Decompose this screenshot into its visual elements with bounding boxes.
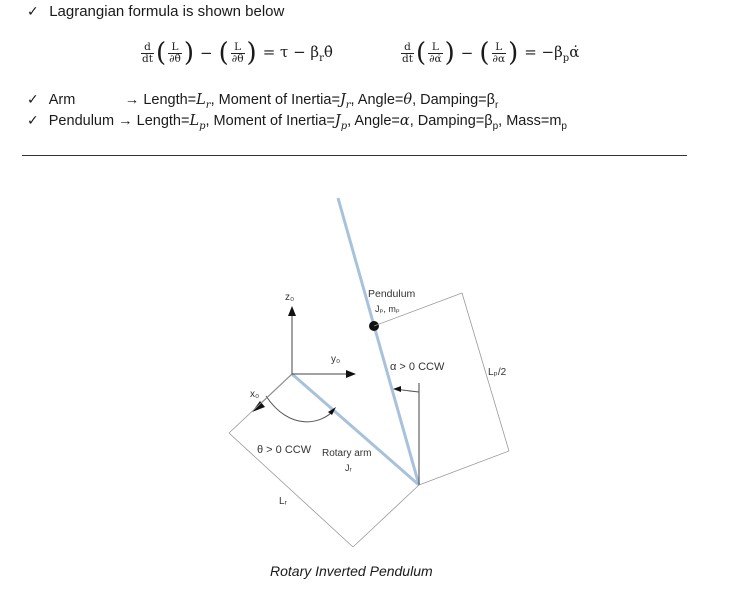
arm-label: Rotary arm [322,448,372,459]
x-axis-arrow-icon [252,401,265,412]
lr-label: Lᵣ [279,496,287,507]
eq1-ddt: $\frac{d}{dt}$ [142,40,153,65]
lp-dim-ext-bottom [419,451,509,485]
eq1-frac-a: $\frac{L}{\partial\thetȧ}$ [169,40,181,65]
equation-theta: $\frac{d}{dt}$ ( $\frac{L}{\partial\thetȧ}$ ) − ( $\frac{L}{\partial\theta}$ ) = $\tau - \beta_r\thetȧ$ [142,38,333,68]
arm-inertia-label: Jᵣ [345,463,352,473]
equation-alpha: $\frac{d}{dt}$ ( $\frac{L}{\partial\alphȧ}$ ) − ( $\frac{L}{\partial\alpha}$ ) = $-\beta_p\alphȧ$ [402,38,580,68]
theta-label: θ > 0 CCW [257,444,312,456]
lr-dim-ext-right [353,485,419,547]
pendulum-rod [338,198,419,485]
z-axis-arrow-icon [288,306,296,316]
pendulum-label: Pendulum [368,288,416,300]
check-icon: ✓ [27,4,39,20]
x0-label: x₀ [250,389,260,400]
figure-caption: Rotary Inverted Pendulum [270,563,433,579]
eq2-frac-b: $\frac{L}{\partial\alpha}$ [492,40,506,65]
item-name: Pendulum [48,113,115,129]
arrow-icon: → [124,92,140,108]
check-icon: ✓ [27,92,39,108]
header-title: Lagrangian formula is shown below [49,3,285,20]
lr-dim-ext-left [229,374,292,433]
eq1-rhs: = $\tau - \beta_r\thetȧ$ [262,42,333,64]
check-icon: ✓ [27,113,39,129]
eq2-ddt: $\frac{d}{dt}$ [402,40,413,65]
arrow-icon: → [118,113,133,129]
lp-half-label: Lₚ/2 [488,367,507,378]
eq1-frac-b: $\frac{L}{\partial\theta}$ [231,40,244,65]
alpha-arc-arrow-icon [393,386,401,392]
item-name: Arm [48,92,76,108]
list-item-pendulum: ✓ Pendulum → $Length=L_p$, Moment of $Inertia=J_p$, Angle=α, $Damping=\beta_p$, $Mass=m_p$ [27,113,567,132]
eq2-rhs: = $-\beta_p\alphȧ$ [524,42,580,64]
y0-label: y₀ [331,354,341,365]
pendulum-props: Jₚ, mₚ [375,304,400,314]
alpha-label: α > 0 CCW [390,361,445,373]
list-item-arm: ✓ Arm → $Length=L_r$, Moment of $Inertia=J_r$, Angle=θ, $Damping=\beta_r$ [27,92,499,111]
z0-label: z₀ [285,292,295,303]
y-axis-arrow-icon [346,370,356,378]
eq2-frac-a: $\frac{L}{\partial\alphȧ}$ [429,40,442,65]
